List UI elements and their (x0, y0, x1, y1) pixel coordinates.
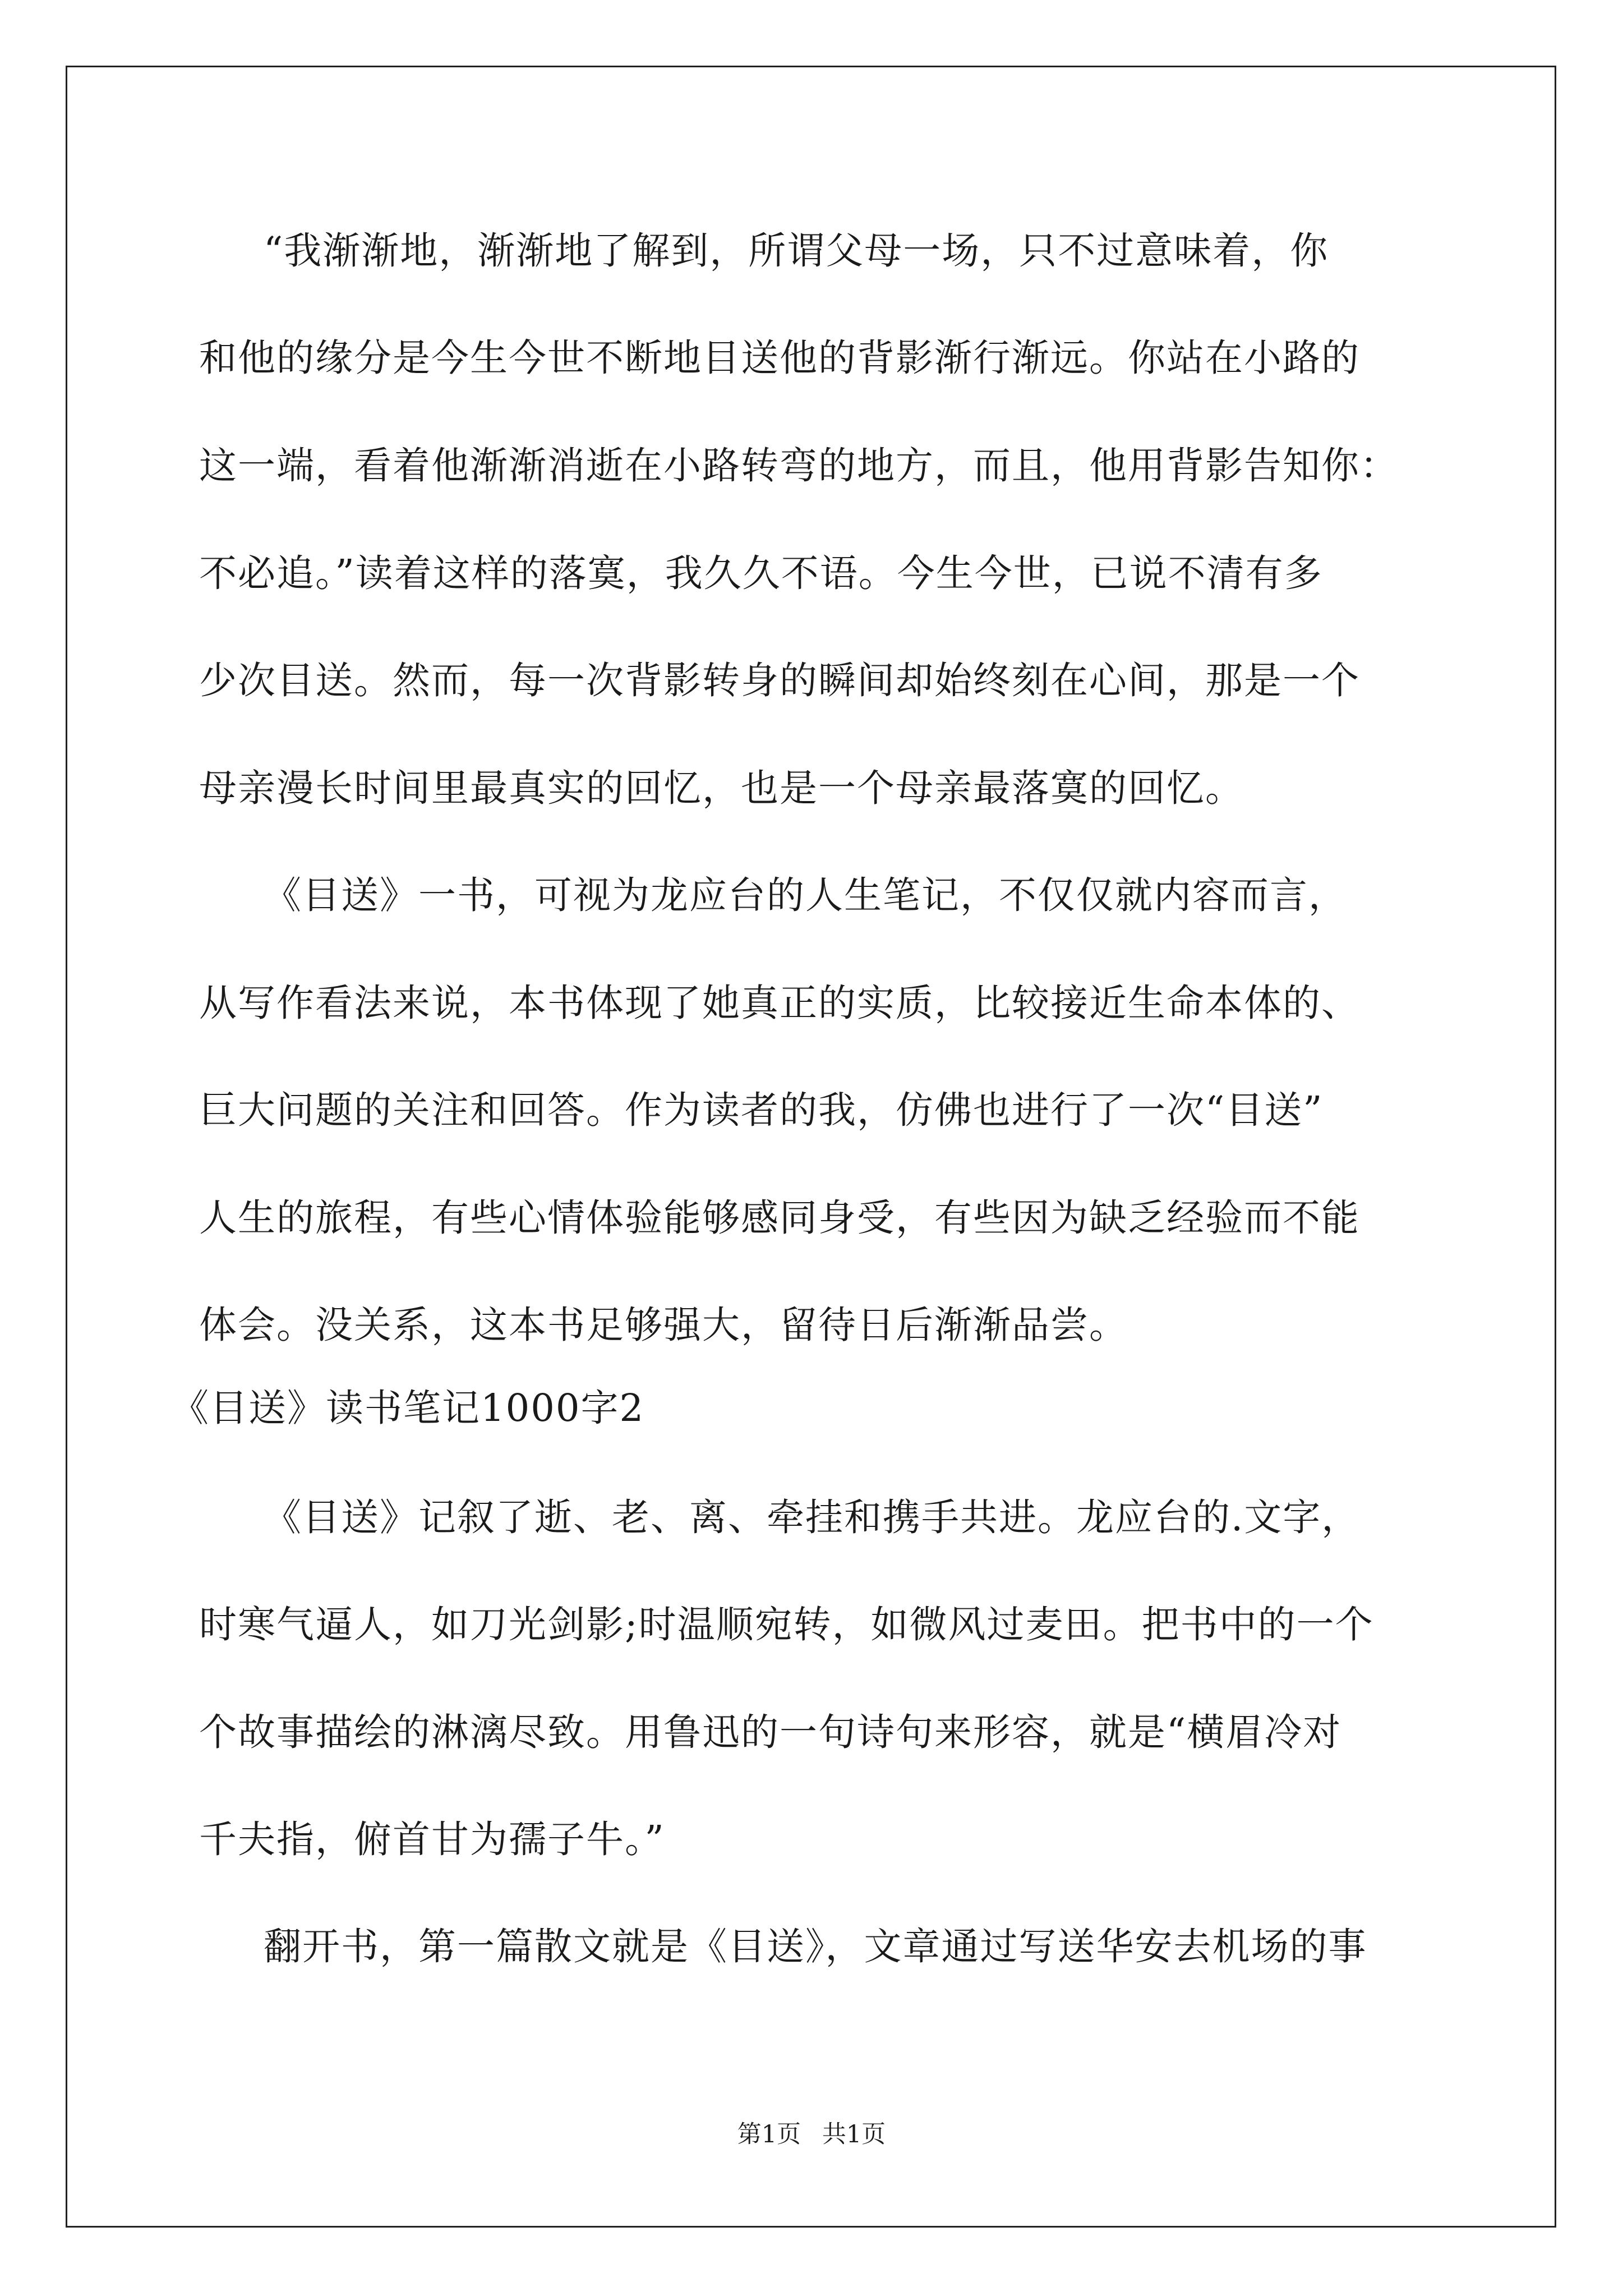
page-border (66, 66, 1556, 2228)
page-footer (0, 2120, 1623, 2148)
paragraph-2-line-5: 体会。没关系，这本书足够强大，留待日后渐渐品尝。 (199, 1303, 1128, 1347)
paragraph-3-line-3: 个故事描绘的淋漓尽致。用鲁迅的一句诗句来形容，就是“横眉冷对 (199, 1710, 1342, 1754)
paragraph-1-line-2: 和他的缘分是今生今世不断地目送他的背影渐行渐远。你站在小路的 (199, 336, 1360, 380)
paragraph-2-line-4: 人生的旅程，有些心情体验能够感同身受，有些因为缺乏经验而不能 (199, 1196, 1360, 1240)
paragraph-1-line-1: “我渐渐地，渐渐地了解到，所谓父母一场，只不过意味着，你 (264, 229, 1329, 273)
paragraph-3-line-1: 《目送》记叙了逝、老、离、牵挂和携手共进。龙应台的.文字， (264, 1496, 1361, 1539)
paragraph-1-line-3: 这一端，看着他渐渐消逝在小路转弯的地方，而且，他用背影告知你： (199, 444, 1399, 487)
page-total: 共1页 (822, 2120, 886, 2148)
paragraph-2-line-2: 从写作看法来说，本书体现了她真正的实质，比较接近生命本体的、 (199, 981, 1360, 1025)
paragraph-1-line-6: 母亲漫长时间里最真实的回忆，也是一个母亲最落寞的回忆。 (199, 766, 1244, 810)
section-heading: 《目送》读书笔记1000字2 (171, 1386, 645, 1430)
paragraph-2-line-3: 巨大问题的关注和回答。作为读者的我，仿佛也进行了一次“目送” (199, 1088, 1324, 1132)
paragraph-2-line-1: 《目送》一书，可视为龙应台的人生笔记，不仅仅就内容而言， (264, 873, 1347, 917)
paragraph-3-line-2: 时寒气逼人，如刀光剑影;时温顺宛转，如微风过麦田。把书中的一个 (199, 1603, 1374, 1646)
page-number: 第1页 (737, 2120, 801, 2148)
paragraph-1-line-5: 少次目送。然而，每一次背影转身的瞬间却始终刻在心间，那是一个 (199, 659, 1360, 702)
paragraph-4-line-1: 翻开书，第一篇散文就是《目送》，文章通过写送华安去机场的事 (264, 1925, 1367, 1968)
paragraph-3-line-4: 千夫指，俯首甘为孺子牛。” (199, 1818, 665, 1861)
paragraph-1-line-4: 不必追。”读着这样的落寞，我久久不语。今生今世，已说不清有多 (199, 551, 1323, 595)
